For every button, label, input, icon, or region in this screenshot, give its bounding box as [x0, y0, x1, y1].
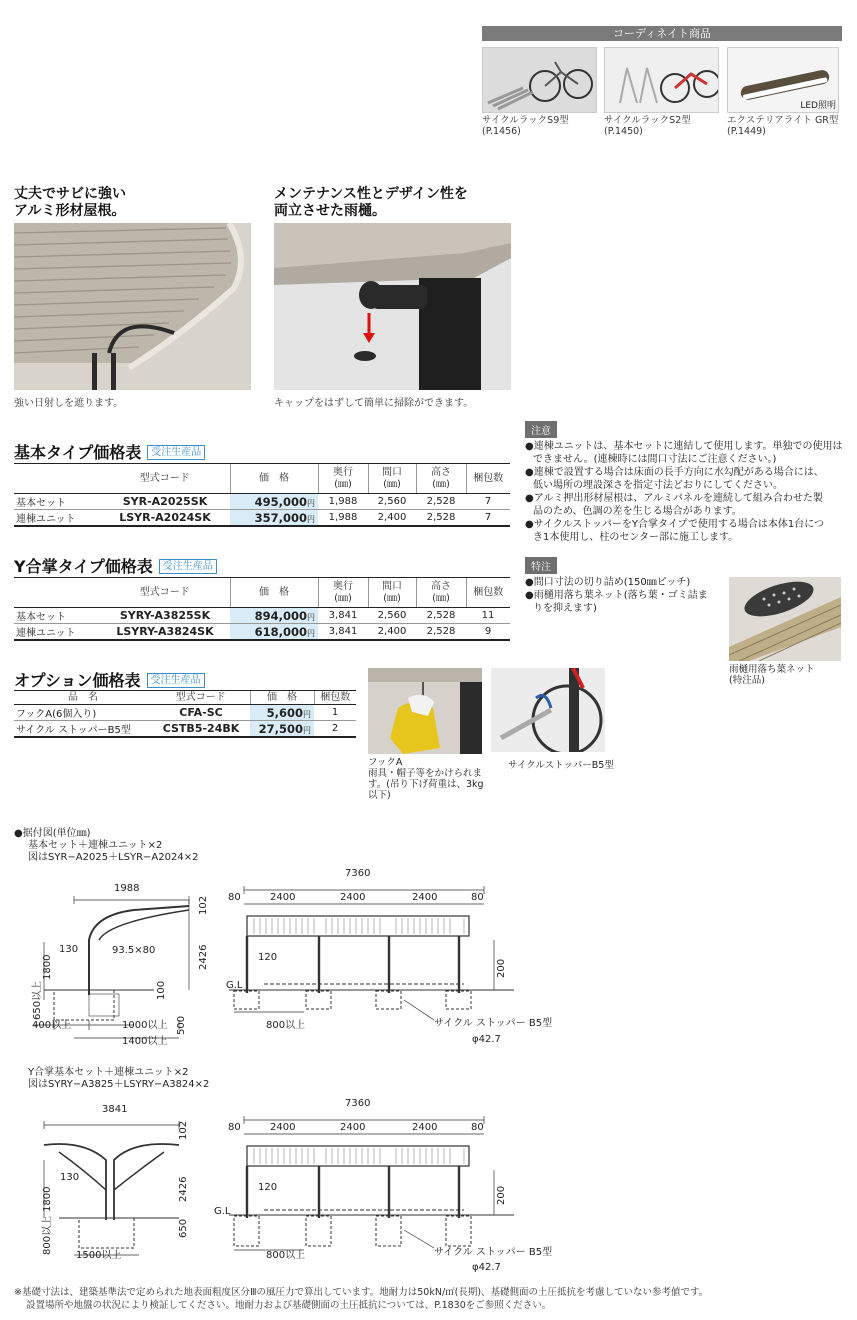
- y-front-s2: 2400: [340, 1122, 366, 1133]
- y-front-stopper: サイクル ストッパー B5型: [434, 1247, 553, 1258]
- y-front-e2: 80: [471, 1122, 484, 1133]
- made-to-order-badge: 受注生産品: [147, 673, 205, 688]
- y-front-phi: φ42.7: [472, 1262, 501, 1273]
- special-heading: 特注: [525, 557, 557, 574]
- dim-w400: 400以上: [32, 1020, 72, 1031]
- cycle-rack-s2-photo: [604, 47, 719, 113]
- col-price: 価 格: [230, 464, 318, 494]
- y-front-e1: 80: [228, 1122, 241, 1133]
- y-front-h200: 200: [496, 1185, 507, 1205]
- list-item: ●連棟ユニットは、基本セットに連結して使用します。単独での使用は できません。(連棟時には間口寸法にご注意ください。): [525, 441, 843, 465]
- dim-h2: 2426: [198, 944, 209, 970]
- feature-2-title: メンテナンス性とデザイン性を 両立させた雨樋。: [274, 186, 468, 219]
- dim-h1: 130: [59, 944, 79, 955]
- front-h200: 200: [496, 958, 507, 978]
- feature-2-caption: キャップをはずして簡単に掃除ができます。: [274, 398, 474, 409]
- list-item: ●間口寸法の切り詰め(150㎜ピッチ): [525, 577, 691, 588]
- coord-caption-2: サイクルラックS2型 (P.1450): [604, 115, 691, 137]
- dim-500: 500: [176, 1015, 187, 1035]
- notes-list: [525, 440, 845, 544]
- diagram2-heading: Y合掌基本セット＋連棟ユニット×2 図はSYRY−A3825＋LSYRY−A3824×2: [28, 1067, 210, 1090]
- dim-clear: 1800: [42, 954, 53, 980]
- table-row: 基本セット SYRY-A3825SK 894,000円 3,841 2,560 2,528 11: [14, 608, 510, 624]
- cycle-rack-s9-photo: [482, 47, 597, 113]
- roof-photo: [14, 223, 251, 390]
- made-to-order-badge: 受注生産品: [147, 445, 205, 460]
- coordinate-header: コーディネイト商品: [482, 26, 842, 41]
- front-gl: G.L: [226, 980, 243, 991]
- front-stopper: サイクル ストッパー B5型: [434, 1018, 553, 1029]
- front-phi: φ42.7: [472, 1034, 501, 1045]
- dim-post: 93.5×80: [112, 945, 156, 956]
- col-width: 間口 (㎜): [368, 464, 416, 494]
- gutter-photo: [274, 223, 511, 390]
- stopper-photo: [491, 668, 605, 752]
- dim-w1400: 1400以上: [122, 1036, 168, 1047]
- y-dim-roof: 102: [178, 1120, 189, 1140]
- front-h120: 120: [258, 952, 278, 963]
- dim-w1000: 1000以上: [122, 1020, 168, 1031]
- stopper-caption: サイクルストッパーB5型: [508, 760, 614, 771]
- y-dim-w1500: 1500以上: [76, 1250, 122, 1261]
- basic-price-table: [14, 463, 510, 527]
- dim-depth: 1988: [114, 883, 140, 894]
- front-s2: 2400: [340, 892, 366, 903]
- table-row: フックA(6個入り) CFA-SC 5,600円 1: [14, 705, 356, 721]
- hook-caption: フックA 雨具・帽子等をかけられま す。(吊り下げ荷重は、3kg 以下): [368, 757, 484, 801]
- diagram1-heading: ●据付図(単位㎜) 基本セット＋連棟ユニット×2 図はSYR−A2025＋LSYR−A2024×2: [14, 828, 199, 863]
- list-item: ●アルミ押出形材屋根は、アルミパネルを連続して組み合わせた製 品のため、色調の差を生じる場合があります。: [525, 493, 823, 517]
- y-table-title: Y合掌タイプ価格表 受注生産品: [14, 554, 217, 577]
- dim-base: 100: [156, 980, 167, 1000]
- col-pack: 梱包数: [466, 464, 510, 494]
- list-item: ●連棟で設置する場合は床面の長手方向に水勾配がある場合には、 低い場所の埋設深さを指定寸法どおりにしてください。: [525, 467, 824, 491]
- notes-heading: 注意: [525, 421, 557, 438]
- special-list: [525, 576, 725, 615]
- y-price-table: 型式コード 価 格 奥行 (㎜) 間口 (㎜) 高さ (㎜) 梱包数 基本セット SYRY-A3825SK 894,000円 3,841 2,560 2,528 11 連棟ユニット LSYRY-A3824SK 618,000円 3,841 2,400 2,528 9: [14, 577, 510, 641]
- list-item: ●雨樋用落ち葉ネット(落ち葉・ゴミ詰ま りを抑えます): [525, 590, 708, 614]
- table-row: サイクル ストッパーB5型 CSTB5-24BK 27,500円 2: [14, 721, 356, 738]
- y-dim-under: 800以上: [42, 1215, 53, 1255]
- y-front-w800: 800以上: [266, 1250, 306, 1261]
- led-badge: LED照明: [800, 101, 836, 111]
- table-row: 連棟ユニット LSYRY-A3824SK 618,000円 3,841 2,400 2,528 9: [14, 624, 510, 641]
- y-dim-depth: 3841: [102, 1104, 128, 1115]
- footnote: ※基礎寸法は、建築基準法で定められた地表面粗度区分Ⅲの風圧力で算出しています。地耐力は50kN/㎡(長期)、基礎側面の土圧抵抗を考慮していない参考値です。 設置場所や地盤の状況により検証してください。地耐力および基礎側面の土圧抵抗については、P.1830をご参照ください。: [14, 1287, 709, 1311]
- exterior-light-photo: [727, 47, 839, 113]
- leaf-net-caption: 雨樋用落ち葉ネット (特注品): [729, 664, 815, 686]
- feature-1-title: 丈夫でサビに強い アルミ形材屋根。: [14, 186, 126, 219]
- list-item: ●サイクルストッパーをY合掌タイプで使用する場合は本体1台につ き1本使用し、柱のセンター部に施工します。: [525, 519, 824, 543]
- table-row: 連棟ユニット LSYR-A2024SK 357,000円 1,988 2,400 2,528 7: [14, 510, 510, 527]
- front-s1: 2400: [270, 892, 296, 903]
- y-dim-h1: 130: [60, 1172, 80, 1183]
- coord-caption-1: サイクルラックS9型 (P.1456): [482, 115, 569, 137]
- y-dim-h2: 2426: [178, 1176, 189, 1202]
- made-to-order-badge: 受注生産品: [159, 559, 217, 574]
- hook-photo: [368, 668, 482, 754]
- col-model: 型式コード: [100, 464, 230, 494]
- y-front-h120: 120: [258, 1182, 278, 1193]
- y-front-s1: 2400: [270, 1122, 296, 1133]
- leaf-net-photo: [729, 577, 841, 661]
- front-w800: 800以上: [266, 1020, 306, 1031]
- col-height: 高さ (㎜): [416, 464, 466, 494]
- front-total: 7360: [345, 868, 371, 879]
- coord-caption-3: エクステリアライト GR型 (P.1449): [727, 115, 839, 137]
- y-dim-clear: 1800: [42, 1186, 53, 1212]
- front-s3: 2400: [412, 892, 438, 903]
- basic-table-title: 基本タイプ価格表 受注生産品: [14, 440, 205, 463]
- col-depth: 奥行 (㎜): [318, 464, 368, 494]
- table-row: 基本セット SYR-A2025SK 495,000円 1,988 2,560 2,528 7: [14, 494, 510, 510]
- diagram2-drawing: [14, 1090, 844, 1280]
- front-e1: 80: [228, 892, 241, 903]
- dim-under: 650以上: [32, 980, 43, 1020]
- y-dim-650: 650: [178, 1218, 189, 1238]
- y-front-s3: 2400: [412, 1122, 438, 1133]
- option-price-table: 品 名 型式コード 価 格 梱包数 フックA(6個入り) CFA-SC 5,600円 1 サイクル ストッパーB5型 CSTB5-24BK 27,500円 2: [14, 690, 356, 738]
- dim-roof: 102: [198, 895, 209, 915]
- diagram1-drawing: [14, 860, 844, 1060]
- y-front-gl: G.L: [214, 1206, 231, 1217]
- front-e2: 80: [471, 892, 484, 903]
- y-front-total: 7360: [345, 1098, 371, 1109]
- feature-1-caption: 強い日射しを遮ります。: [14, 398, 124, 409]
- option-table-title: オプション価格表 受注生産品: [14, 668, 205, 691]
